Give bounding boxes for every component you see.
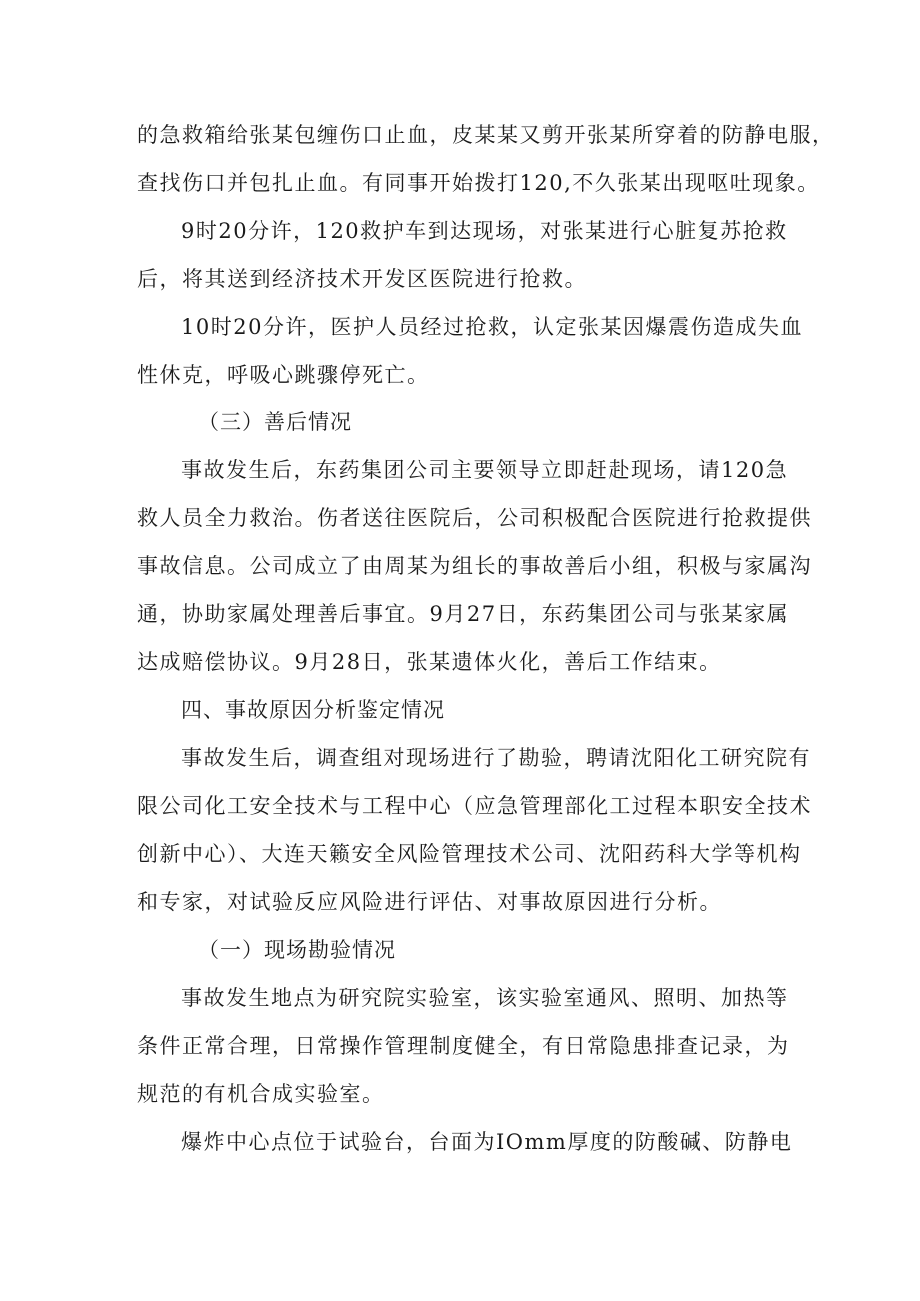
- paragraph-4-line-4: 通，协助家属处理善后事宜。9月27日，东药集团公司与张某家属: [137, 602, 790, 626]
- paragraph-5-line-3: 创新中心）、大连天籁安全风险管理技术公司、沈阳药科大学等机构: [137, 842, 802, 866]
- paragraph-5-line-2: 限公司化工安全技术与工程中心（应急管理部化工过程本职安全技术: [137, 794, 812, 818]
- paragraph-6-line-3: 规范的有机合成实验室。: [137, 1082, 385, 1106]
- paragraph-3-line-1: 10时20分许，医护人员经过抢救，认定张某因爆震伤造成失血: [181, 315, 803, 339]
- paragraph-4-line-5: 达成赔偿协议。9月28日，张某遗体火化，善后工作结束。: [137, 650, 722, 674]
- paragraph-2-line-2: 后，将其送到经济技术开发区医院进行抢救。: [137, 267, 587, 291]
- heading-site-survey: （一）现场勘验情况: [198, 938, 396, 962]
- paragraph-4-line-2: 救人员全力救治。伤者送往医院后，公司积极配合医院进行抢救提供: [137, 506, 812, 530]
- heading-aftermath: （三）善后情况: [198, 410, 352, 434]
- paragraph-6-line-2: 条件正常合理，日常操作管理制度健全，有日常隐患排查记录，为: [137, 1034, 790, 1058]
- paragraph-2-line-1: 9时20分许，120救护车到达现场，对张某进行心脏复苏抢救: [181, 219, 788, 243]
- paragraph-6-line-1: 事故发生地点为研究院实验室，该实验室通风、照明、加热等: [181, 986, 789, 1010]
- paragraph-1-line-2: 查找伤口并包扎止血。有同事开始拨打120,不久张某出现呕吐现象。: [137, 171, 820, 195]
- paragraph-7-line-1: 爆炸中心点位于试验台，台面为IOmm厚度的防酸碱、防静电: [181, 1130, 793, 1154]
- paragraph-4-line-3: 事故信息。公司成立了由周某为组长的事故善后小组，积极与家属沟: [137, 554, 812, 578]
- paragraph-5-line-1: 事故发生后，调查组对现场进行了勘验，聘请沈阳化工研究院有: [181, 746, 811, 770]
- paragraph-4-line-1: 事故发生后，东药集团公司主要领导立即赶赴现场，请120急: [181, 458, 789, 482]
- paragraph-1-line-1: 的急救箱给张某包缠伤口止血，皮某某又剪开张某所穿着的防静电服，: [137, 123, 835, 147]
- paragraph-3-line-2: 性休克，呼吸心跳骤停死亡。: [137, 363, 430, 387]
- paragraph-5-line-4: 和专家，对试验反应风险进行评估、对事故原因进行分析。: [137, 890, 722, 914]
- heading-section-4: 四、事故原因分析鉴定情况: [181, 698, 445, 722]
